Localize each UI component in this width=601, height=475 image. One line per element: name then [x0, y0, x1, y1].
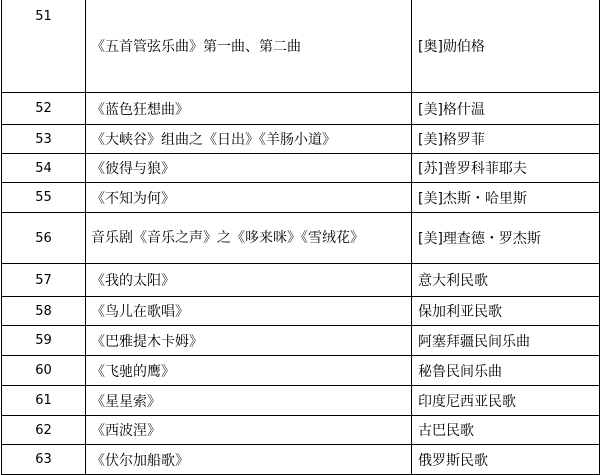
piece-origin: [奥]勋伯格	[412, 0, 600, 93]
piece-title: 音乐剧《音乐之声》之《哆来咪》《雪绒花》	[86, 213, 412, 264]
row-number: 58	[2, 297, 86, 326]
row-number: 63	[2, 445, 86, 475]
table-row	[2, 154, 600, 183]
piece-title: 《飞驰的鹰》	[86, 356, 412, 386]
table-row	[2, 213, 600, 264]
piece-origin: 秘鲁民间乐曲	[412, 356, 600, 386]
table-row	[2, 386, 600, 416]
piece-origin: [美]理查德・罗杰斯	[412, 213, 600, 264]
piece-origin: 保加利亚民歌	[412, 297, 600, 326]
row-number: 52	[2, 93, 86, 125]
piece-title: 《西波涅》	[86, 416, 412, 445]
piece-origin: [美]杰斯・哈里斯	[412, 183, 600, 213]
table-row	[2, 0, 600, 93]
piece-origin: 意大利民歌	[412, 264, 600, 297]
piece-origin: 俄罗斯民歌	[412, 445, 600, 475]
piece-title: 《不知为何》	[86, 183, 412, 213]
table-row	[2, 264, 600, 297]
table-row	[2, 125, 600, 154]
row-number: 61	[2, 386, 86, 416]
music-repertoire-table	[1, 0, 600, 475]
piece-title: 《星星索》	[86, 386, 412, 416]
piece-origin: 阿塞拜疆民间乐曲	[412, 326, 600, 356]
piece-origin: [美]格罗菲	[412, 125, 600, 154]
row-number: 60	[2, 356, 86, 386]
piece-title: 《巴雅提木卡姆》	[86, 326, 412, 356]
table-row	[2, 183, 600, 213]
piece-title: 《鸟儿在歌唱》	[86, 297, 412, 326]
table-row	[2, 445, 600, 475]
table-row	[2, 93, 600, 125]
row-number: 56	[2, 213, 86, 264]
piece-origin: 古巴民歌	[412, 416, 600, 445]
row-number: 57	[2, 264, 86, 297]
row-number: 55	[2, 183, 86, 213]
piece-origin: [美]格什温	[412, 93, 600, 125]
piece-title: 《我的太阳》	[86, 264, 412, 297]
piece-title: 《五首管弦乐曲》第一曲、第二曲	[86, 0, 412, 93]
row-number: 54	[2, 154, 86, 183]
table-row	[2, 416, 600, 445]
piece-title: 《彼得与狼》	[86, 154, 412, 183]
piece-origin: [苏]普罗科菲耶夫	[412, 154, 600, 183]
table-row	[2, 356, 600, 386]
row-number: 59	[2, 326, 86, 356]
row-number: 53	[2, 125, 86, 154]
piece-origin: 印度尼西亚民歌	[412, 386, 600, 416]
row-number: 62	[2, 416, 86, 445]
table-row	[2, 297, 600, 326]
table-row	[2, 326, 600, 356]
piece-title: 《大峡谷》组曲之《日出》《羊肠小道》	[86, 125, 412, 154]
piece-title: 《伏尔加船歌》	[86, 445, 412, 475]
row-number: 51	[2, 0, 86, 93]
piece-title: 《蓝色狂想曲》	[86, 93, 412, 125]
